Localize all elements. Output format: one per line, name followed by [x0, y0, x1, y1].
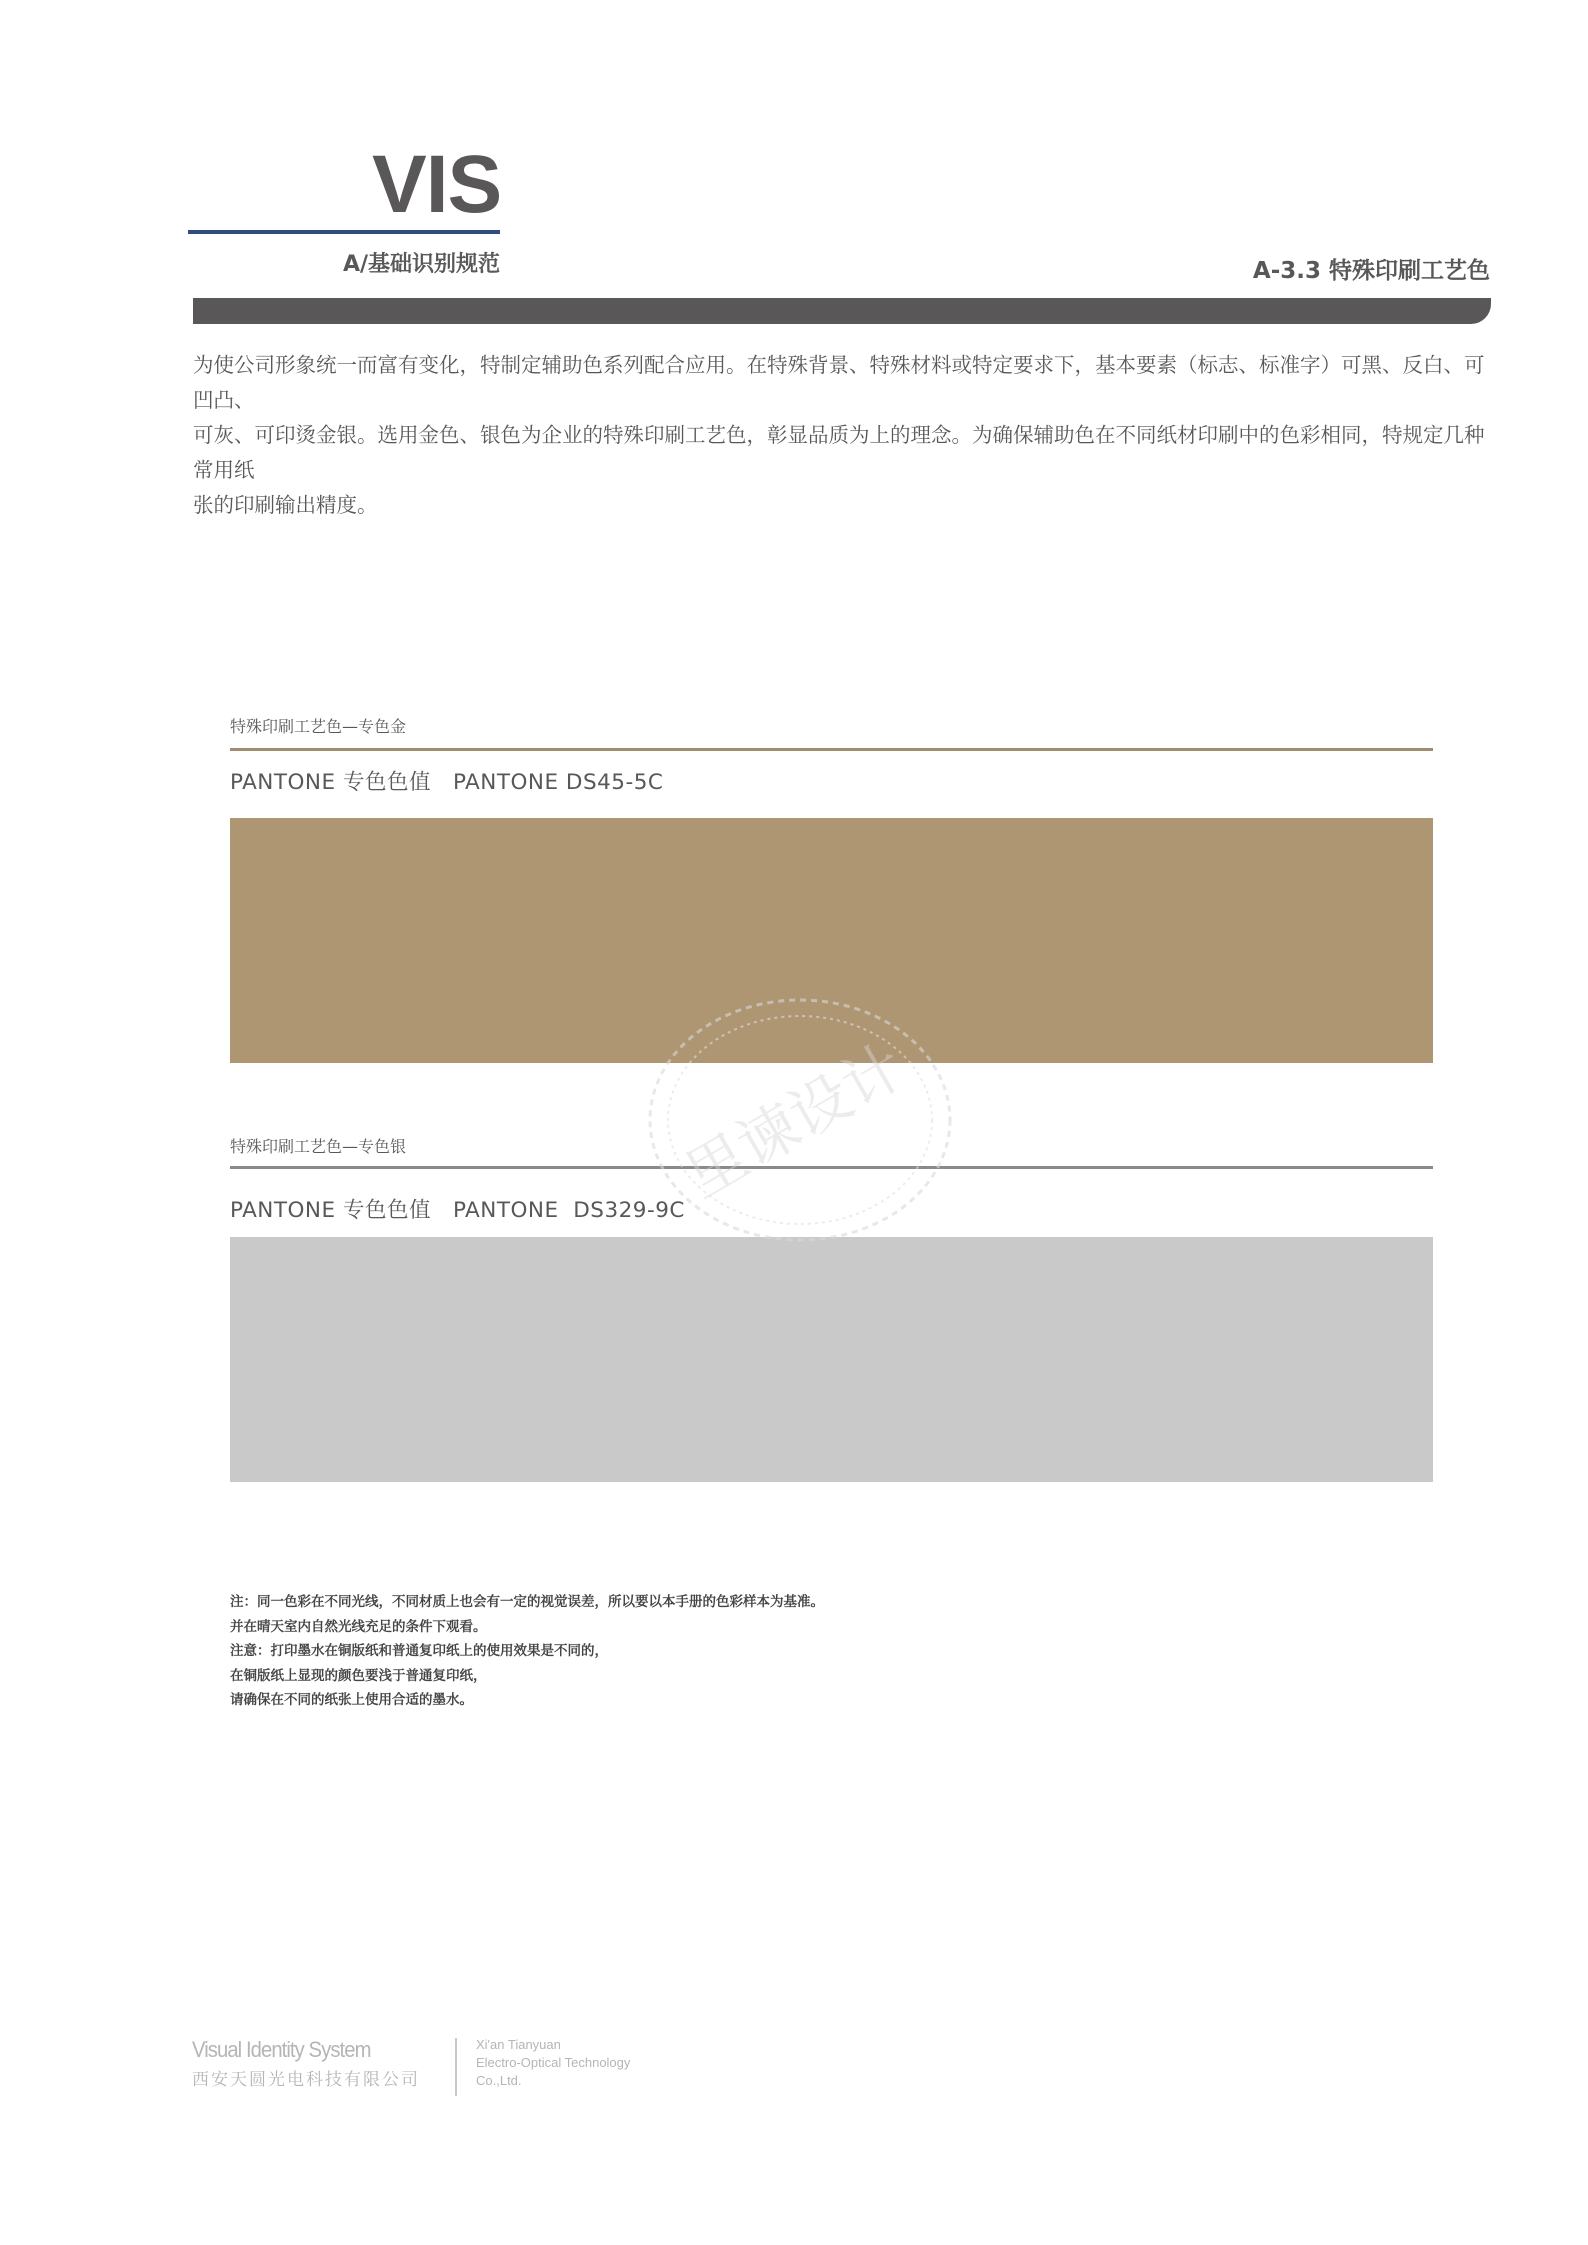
- section-label: A/基础识别规范: [342, 252, 500, 277]
- note-line: 请确保在不同的纸张上使用合适的墨水。: [230, 1692, 473, 1708]
- intro-line: 为使公司形象统一而富有变化，特制定辅助色系列配合应用。在特殊背景、特殊材料或特定要求下，基本要素（标志、标准字）可黑、反白、可凹凸、: [193, 353, 1485, 412]
- header-bar: [193, 298, 1491, 324]
- note-line: 在铜版纸上显现的颜色要浅于普通复印纸，: [230, 1667, 487, 1684]
- watermark-stamp: [640, 980, 960, 1260]
- footer-en-line: Electro-Optical Technology: [476, 2055, 631, 2070]
- gold-swatch-label: 特殊印刷工艺色—专色金: [230, 717, 407, 736]
- intro-line: 张的印刷输出精度。: [193, 493, 378, 517]
- gold-swatch-rule: [230, 748, 1433, 751]
- footer-system-name: Visual Identity System: [192, 2037, 371, 2062]
- silver-color-swatch: [230, 1237, 1433, 1482]
- silver-swatch-label: 特殊印刷工艺色—专色银: [230, 1137, 407, 1156]
- note-line: 并在晴天室内自然光线充足的条件下观看。: [230, 1618, 487, 1635]
- intro-paragraph: [193, 348, 1493, 523]
- gold-pantone-value: PANTONE DS45-5C: [452, 770, 664, 795]
- footer-company-en: [476, 2036, 630, 2090]
- silver-pantone-prefix: PANTONE 专色色值: [230, 1198, 431, 1223]
- silver-pantone-value: PANTONE DS329-9C: [452, 1198, 685, 1223]
- intro-line: 可灰、可印烫金银。选用金色、银色为企业的特殊印刷工艺色，彰显品质为上的理念。为确保辅助色在不同纸材印刷中的色彩相同，特规定几种常用纸: [193, 423, 1485, 482]
- brand-title-underline: [188, 230, 500, 234]
- gold-pantone-prefix: PANTONE 专色色值: [230, 770, 431, 795]
- gold-pantone-spec: [230, 768, 663, 798]
- note-line: 注意：打印墨水在铜版纸和普通复印纸上的使用效果是不同的，: [230, 1643, 608, 1659]
- notes-block: [230, 1590, 930, 1713]
- footer-divider: [455, 2038, 457, 2096]
- footer-en-line: Co.,Ltd.: [476, 2073, 522, 2088]
- note-line: 注：同一色彩在不同光线，不同材质上也会有一定的视觉误差，所以要以本手册的色彩样本为基准。: [230, 1594, 824, 1610]
- watermark-text: 里谏设计: [673, 1031, 917, 1212]
- page-code: A-3.3 特殊印刷工艺色: [1252, 258, 1490, 284]
- footer-company-cn: 西安天圆光电科技有限公司: [192, 2070, 420, 2090]
- footer-en-line: Xi'an Tianyuan: [476, 2037, 561, 2052]
- silver-pantone-spec: [230, 1196, 685, 1226]
- brand-title: VIS: [372, 139, 502, 230]
